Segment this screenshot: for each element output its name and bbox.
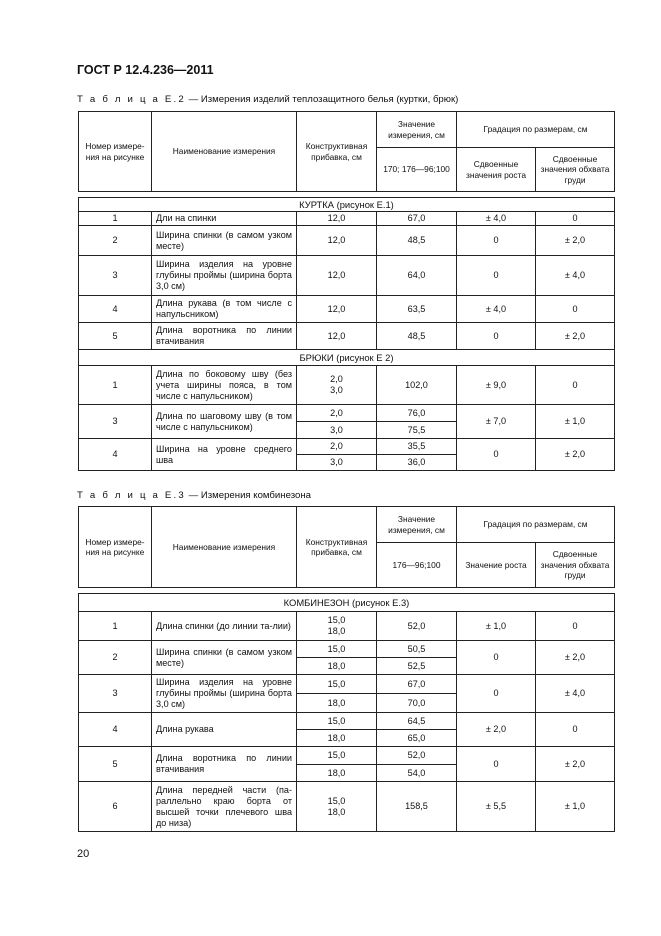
header-gradation-chest: Сдвоенные значения обхвата груди	[536, 543, 615, 588]
cell-gradation-height: ± 1,0	[457, 612, 536, 641]
header-gradation-height: Значение роста	[457, 543, 536, 588]
cell-allowance: 12,0	[297, 226, 377, 256]
cell-name: Длина по шаговому шву (в том числе с напульсником)	[152, 405, 297, 439]
cell-allowance: 18,0	[297, 658, 377, 675]
allowance-value-2: 18,0	[327, 626, 346, 636]
cell-allowance: 2,0	[297, 405, 377, 422]
table-row	[79, 641, 615, 658]
cell-name: Ширина на уровне среднего шва	[152, 439, 297, 471]
cell-value: 48,5	[377, 226, 457, 256]
cell-gradation-chest: ± 1,0	[536, 782, 615, 832]
cell-gradation-chest: ± 2,0	[536, 323, 615, 350]
cell-gradation-height: ± 7,0	[457, 405, 536, 439]
cell-number: 1	[79, 366, 152, 405]
cell-value: 64,5	[377, 713, 457, 730]
cell-name: Длина рукава (в том числе с напульсником)	[152, 296, 297, 323]
cell-number: 5	[79, 747, 152, 782]
header-value-sizes: 170; 176—96;100	[377, 148, 457, 192]
cell-value: 76,0	[377, 405, 457, 422]
table-e3-caption	[77, 490, 311, 501]
cell-gradation-chest: 0	[536, 212, 615, 226]
cell-allowance: 12,0	[297, 212, 377, 226]
table-row	[79, 747, 615, 765]
table-e2-dash: —	[185, 94, 201, 105]
cell-name: Ширина спинки (в самом узком месте)	[152, 641, 297, 675]
header-allowance: Конструктивная прибавка, см	[297, 507, 377, 588]
cell-number: 1	[79, 612, 152, 641]
header-number: Номер измере-ния на рисунке	[79, 112, 152, 192]
allowance-value-1: 15,0	[327, 795, 346, 806]
table-row	[79, 366, 615, 405]
header-name: Наименование измерения	[152, 112, 297, 192]
cell-allowance: 12,0	[297, 296, 377, 323]
cell-gradation-chest: ± 4,0	[536, 675, 615, 713]
cell-allowance	[297, 612, 377, 641]
cell-name: Длина по боковому шву (без учета ширины пояса, в том числе с напульсником)	[152, 366, 297, 405]
cell-gradation-chest: ± 2,0	[536, 439, 615, 471]
table-row	[79, 782, 615, 832]
cell-allowance: 12,0	[297, 323, 377, 350]
cell-value: 67,0	[377, 212, 457, 226]
cell-name: Длина рукава	[152, 713, 297, 747]
header-value: Значение измерения, см	[377, 507, 457, 543]
cell-number: 6	[79, 782, 152, 832]
cell-gradation-chest: ± 2,0	[536, 226, 615, 256]
cell-value: 52,0	[377, 612, 457, 641]
cell-number: 3	[79, 405, 152, 439]
cell-gradation-height: 0	[457, 439, 536, 471]
cell-gradation-height: ± 4,0	[457, 212, 536, 226]
cell-gradation-height: 0	[457, 747, 536, 782]
section-title: КУРТКА (рисунок Е.1)	[79, 198, 615, 212]
cell-name: Длина воротника по линии втачивания	[152, 323, 297, 350]
cell-value: 36,0	[377, 455, 457, 471]
cell-number: 3	[79, 675, 152, 713]
cell-value: 75,5	[377, 422, 457, 439]
cell-gradation-height: 0	[457, 323, 536, 350]
header-allowance: Конструктивная прибавка, см	[297, 112, 377, 192]
section-title: КОМБИНЕЗОН (рисунок Е.3)	[79, 594, 615, 612]
allowance-value-2: 3,0	[330, 385, 343, 395]
cell-gradation-height: ± 4,0	[457, 296, 536, 323]
cell-allowance: 18,0	[297, 694, 377, 713]
header-name: Наименование измерения	[152, 507, 297, 588]
cell-gradation-chest: 0	[536, 296, 615, 323]
cell-allowance	[297, 782, 377, 832]
cell-gradation-chest: 0	[536, 366, 615, 405]
header-gradation-chest: Сдвоенные значения обхвата груди	[536, 148, 615, 192]
table-e3	[78, 506, 615, 832]
cell-value: 35,5	[377, 439, 457, 455]
cell-allowance: 3,0	[297, 455, 377, 471]
table-e3-dash: —	[185, 490, 201, 501]
cell-allowance	[297, 366, 377, 405]
cell-gradation-chest: ± 1,0	[536, 405, 615, 439]
table-e2-label: Т а б л и ц а Е.2	[77, 94, 186, 105]
header-value: Значение измерения, см	[377, 112, 457, 148]
table-e2-caption	[77, 94, 458, 105]
document-title: ГОСТ Р 12.4.236—2011	[77, 63, 214, 77]
cell-number: 1	[79, 212, 152, 226]
cell-value: 158,5	[377, 782, 457, 832]
cell-gradation-height: 0	[457, 226, 536, 256]
table-row	[79, 296, 615, 323]
cell-allowance: 18,0	[297, 765, 377, 782]
cell-value: 52,5	[377, 658, 457, 675]
cell-gradation-height: 0	[457, 675, 536, 713]
cell-value: 52,0	[377, 747, 457, 765]
cell-name: Ширина спинки (в самом узком месте)	[152, 226, 297, 256]
cell-gradation-chest: 0	[536, 612, 615, 641]
cell-gradation-chest: 0	[536, 713, 615, 747]
cell-number: 4	[79, 439, 152, 471]
table-row	[79, 675, 615, 694]
table-e2-caption-text: Измерения изделий теплозащитного белья (куртки, брюк)	[200, 94, 459, 105]
cell-number: 2	[79, 226, 152, 256]
table-row	[79, 405, 615, 422]
cell-value: 65,0	[377, 730, 457, 747]
table-e3-caption-text: Измерения комбинезона	[200, 490, 311, 501]
cell-allowance: 3,0	[297, 422, 377, 439]
cell-gradation-height: ± 9,0	[457, 366, 536, 405]
header-gradation: Градация по размерам, см	[457, 507, 615, 543]
cell-number: 4	[79, 296, 152, 323]
cell-value: 64,0	[377, 256, 457, 296]
cell-allowance: 15,0	[297, 641, 377, 658]
allowance-value-1: 2,0	[330, 374, 343, 384]
cell-value: 54,0	[377, 765, 457, 782]
cell-gradation-chest: ± 2,0	[536, 641, 615, 675]
header-gradation: Градация по размерам, см	[457, 112, 615, 148]
table-row	[79, 612, 615, 641]
cell-value: 70,0	[377, 694, 457, 713]
page-number: 20	[77, 848, 90, 860]
cell-allowance: 2,0	[297, 439, 377, 455]
cell-gradation-height: 0	[457, 641, 536, 675]
table-row	[79, 226, 615, 256]
cell-allowance: 12,0	[297, 256, 377, 296]
cell-value: 63,5	[377, 296, 457, 323]
cell-name: Ширина изделия на уровне глубины проймы (ширина борта 3,0 см)	[152, 256, 297, 296]
cell-gradation-height: ± 2,0	[457, 713, 536, 747]
table-row	[79, 439, 615, 455]
cell-name: Длина воротника по линии втачивания	[152, 747, 297, 782]
table-row	[79, 713, 615, 730]
cell-gradation-chest: ± 2,0	[536, 747, 615, 782]
table-row	[79, 323, 615, 350]
cell-name: Ширина изделия на уровне глубины проймы (ширина борта 3,0 см)	[152, 675, 297, 713]
allowance-value-1: 15,0	[327, 615, 346, 625]
cell-allowance: 18,0	[297, 730, 377, 747]
table-row	[79, 212, 615, 226]
cell-value: 50,5	[377, 641, 457, 658]
header-number: Номер измере-ния на рисунке	[79, 507, 152, 588]
allowance-value-2: 18,0	[327, 806, 346, 817]
cell-number: 4	[79, 713, 152, 747]
cell-value: 102,0	[377, 366, 457, 405]
cell-number: 3	[79, 256, 152, 296]
cell-allowance: 15,0	[297, 713, 377, 730]
cell-number: 2	[79, 641, 152, 675]
section-title: БРЮКИ (рисунок Е 2)	[79, 350, 615, 366]
cell-name: Длина передней части (па-раллельно краю борта от высшей точки плечевого шва до низа)	[152, 782, 297, 832]
table-row	[79, 256, 615, 296]
table-e3-label: Т а б л и ц а Е.3	[77, 490, 186, 501]
cell-number: 5	[79, 323, 152, 350]
cell-name: Длина спинки (до линии та-лии)	[152, 612, 297, 641]
table-e2	[78, 111, 615, 471]
cell-name: Дли на спинки	[152, 212, 297, 226]
cell-value: 48,5	[377, 323, 457, 350]
cell-value: 67,0	[377, 675, 457, 694]
cell-gradation-chest: ± 4,0	[536, 256, 615, 296]
cell-allowance: 15,0	[297, 675, 377, 694]
header-gradation-height: Сдвоенные значения роста	[457, 148, 536, 192]
cell-gradation-height: ± 5,5	[457, 782, 536, 832]
cell-gradation-height: 0	[457, 256, 536, 296]
cell-allowance: 15,0	[297, 747, 377, 765]
header-value-sizes: 176—96;100	[377, 543, 457, 588]
